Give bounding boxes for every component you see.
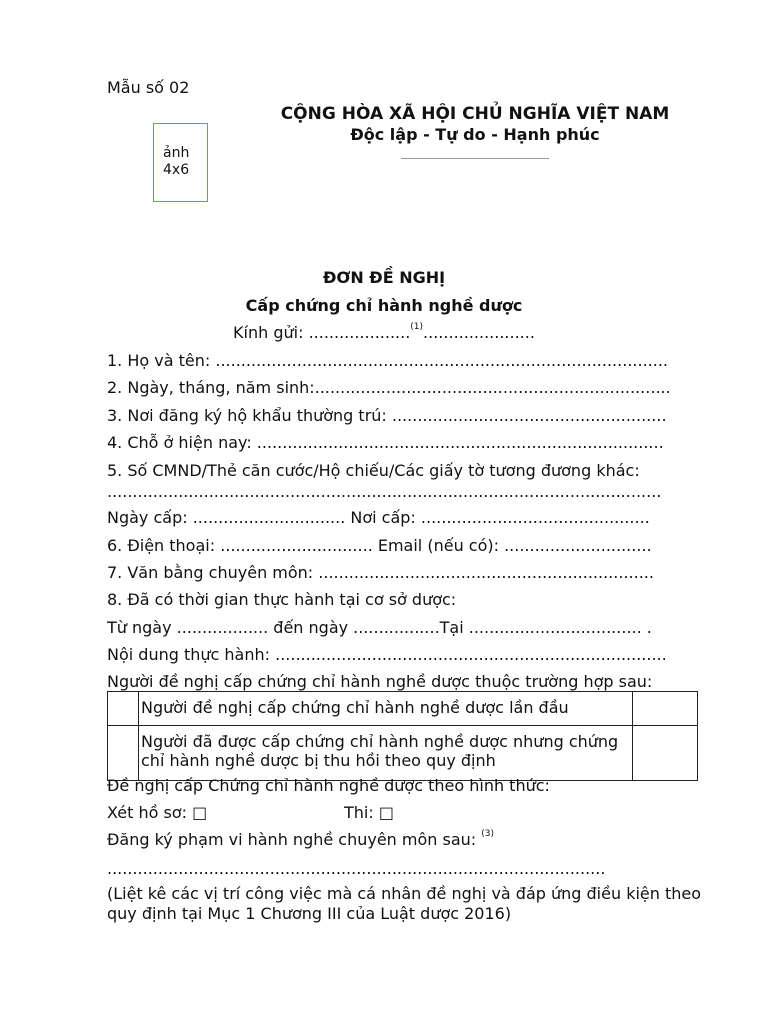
scope-line — [107, 830, 494, 849]
table-row — [108, 726, 698, 781]
table-cell-blank — [108, 726, 139, 781]
case-check-cell[interactable] — [633, 726, 698, 781]
review-checkbox-label[interactable]: Xét hồ sơ: □ — [107, 803, 208, 822]
header-underline — [401, 158, 549, 159]
scope-label: Đăng ký phạm vi hành nghề chuyên môn sau: — [107, 830, 477, 849]
scope-dots: .................................................................................................. — [107, 859, 606, 878]
id-document-dots: ............................................................................................................. — [107, 482, 662, 501]
case-intro: Người đề nghị cấp chứng chỉ hành nghề dược thuộc trường hợp sau: — [107, 672, 653, 691]
exam-checkbox-label[interactable]: Thi: □ — [344, 803, 394, 822]
document-title: ĐƠN ĐỀ NGHỊ — [322, 268, 446, 287]
recipient-suffix: ...................... — [423, 323, 535, 342]
national-header: CỘNG HÒA XÃ HỘI CHỦ NGHĨA VIỆT NAM — [280, 104, 670, 124]
birth-date-field: 2. Ngày, tháng, năm sinh:...................................................................... — [107, 378, 671, 397]
form-type-intro: Đề nghị cấp Chứng chỉ hành nghề dược theo hình thức: — [107, 776, 550, 795]
id-document-field: 5. Số CMND/Thẻ căn cước/Hộ chiếu/Các giấy tờ tương đương khác: — [107, 461, 640, 480]
form-code: Mẫu số 02 — [107, 78, 190, 97]
case-revoked: Người đã được cấp chứng chỉ hành nghề dược nhưng chứng chỉ hành nghề dược bị thu hồi theo quy định — [139, 726, 633, 781]
practice-period-field: Từ ngày .................. đến ngày .................Tại .................................. . — [107, 618, 652, 637]
photo-placeholder — [153, 123, 208, 202]
recipient-line — [0, 323, 768, 342]
issue-info-field: Ngày cấp: .............................. Nơi cấp: ............................................. — [107, 508, 650, 527]
document-subtitle: Cấp chứng chỉ hành nghề dược — [245, 296, 523, 315]
table-row — [108, 692, 698, 726]
photo-label: ảnh 4x6 — [163, 145, 190, 178]
footnote-mark-3: (3) — [481, 829, 495, 839]
residence-field: 3. Nơi đăng ký hộ khẩu thường trú: ...................................................... — [107, 406, 667, 425]
qualification-field: 7. Văn bằng chuyên môn: .................................................................. — [107, 563, 654, 582]
case-table — [107, 691, 698, 781]
national-motto: Độc lập - Tự do - Hạnh phúc — [350, 125, 600, 144]
recipient-prefix: Kính gửi: .................... — [233, 323, 411, 342]
practice-content-field: Nội dung thực hành: ............................................................................. — [107, 645, 667, 664]
table-cell-blank — [108, 692, 139, 726]
full-name-field: 1. Họ và tên: ......................................................................................... — [107, 351, 668, 370]
footnote-mark-1: (1) — [410, 322, 424, 332]
case-first-time: Người đề nghị cấp chứng chỉ hành nghề dược lần đầu — [139, 692, 633, 726]
case-check-cell[interactable] — [633, 692, 698, 726]
scope-note: (Liệt kê các vị trí công việc mà cá nhân đề nghị và đáp ứng điều kiện theo quy định tại Mục 1 Chương III của Luật dược 2016) — [107, 884, 702, 923]
current-address-field: 4. Chỗ ở hiện nay: ................................................................................ — [107, 433, 664, 452]
contact-field: 6. Điện thoại: .............................. Email (nếu có): ............................. — [107, 536, 652, 555]
practice-time-label: 8. Đã có thời gian thực hành tại cơ sở dược: — [107, 590, 457, 609]
